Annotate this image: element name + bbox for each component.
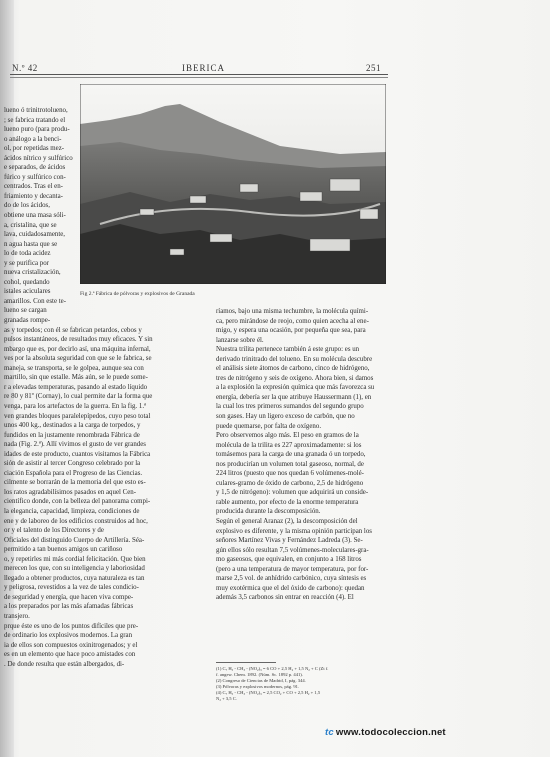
right-text-column: [216, 307, 388, 603]
text-line: el análisis siete átomos de carbono, cinco de hidrógeno,: [216, 365, 370, 373]
text-line: obtiene una masa sóli-: [4, 212, 66, 220]
text-line: ven grandes bloques paralelepípedos, cuyo peso total: [4, 412, 151, 420]
text-line: lava, cuidadosamente,: [4, 231, 66, 239]
text-line: rable aumento, por efecto de la enorme temperatura: [216, 498, 359, 506]
text-line: as y torpedos; con él se fabrican petardos, cebos y: [4, 326, 142, 334]
text-line: a los preparados por las más afamadas fábricas: [4, 603, 134, 611]
text-line: maneja, se transporta, se le golpea, aunque sea con: [4, 364, 144, 372]
journal-title: IBERICA: [182, 63, 225, 73]
footnote-line: N₂ + 3,5 C.: [216, 696, 237, 702]
text-line: y peligrosa, revestidos a la vez de tales condicio-: [4, 584, 139, 592]
text-line: ves por la absoluta seguridad con que se le fabrica, se: [4, 355, 152, 363]
tc-logo-icon: tc: [325, 727, 334, 738]
text-line: lueno puro (para produ-: [4, 126, 70, 134]
text-line: o análogo a la benci-: [4, 135, 62, 143]
text-line: nueva cristalización,: [4, 269, 61, 277]
text-line: derivado trinitrado del tolueno. En su molécula descubre: [216, 355, 373, 363]
text-line: cilmente se borrarán de la memoria del que esto es-: [4, 479, 146, 487]
text-line: ol, por repetidas mez-: [4, 145, 65, 153]
text-line: cohol, quedando: [4, 278, 50, 286]
text-line: y se purifica por: [4, 259, 49, 267]
text-line: ; se fabrica tratando el: [4, 116, 66, 124]
text-line: or y el talento de los Directores y de: [4, 527, 104, 535]
text-line: . De donde resulta que están albergados, di-: [4, 660, 125, 668]
text-line: tres de nitrógeno y seis de oxígeno. Ahora bien, si damos: [216, 374, 374, 382]
text-line: idades de este producto, cuantos visitamos la Fábrica: [4, 450, 151, 458]
watermark: [325, 727, 446, 738]
text-line: fúrico y sulfúrico con-: [4, 173, 66, 181]
text-line: muy exotérmica que el del óxido de carbono): quedan: [216, 584, 365, 592]
text-line: y 1,5 de nitrógeno): volumen que adquirirá un conside-: [216, 489, 369, 497]
text-line: señores Martínez Vivas y Fernández Ladreda (3). Se-: [216, 537, 363, 545]
text-line: mbargo que es, por decirlo así, una máquina infernal,: [4, 345, 151, 353]
text-line: 224 litros (puesto que nos quedan 6 volúmenes-molé-: [216, 470, 364, 478]
text-line: ácidos nítrico y sulfúrico: [4, 154, 73, 162]
text-line: fundidos en la justamente renombrada Fábrica de: [4, 431, 140, 439]
text-line: Oficiales del distinguido Cuerpo de Artillería. Séa-: [4, 536, 145, 544]
text-line: ene y de laboreo de los edificios construidos ad hoc,: [4, 517, 148, 525]
text-line: transjero.: [4, 612, 30, 620]
text-line: permitido a tan buenos amigos un cariñoso: [4, 546, 123, 554]
text-line: la cual los tres primeros sumandos del segundo grupo: [216, 403, 364, 411]
issue-number: N.º 42: [12, 63, 38, 73]
footnote-rule: [216, 662, 276, 663]
header-rule: [10, 74, 388, 75]
text-line: unos 400 kg., destinados a la carga de torpedos, y: [4, 422, 141, 430]
text-line: de seguridad y energía, que hacen viva compe-: [4, 593, 134, 601]
text-line: de ordinario los explosivos modernos. La gran: [4, 632, 133, 640]
text-line: puede quemarse, por falta de oxígeno.: [216, 422, 322, 430]
text-line: producida durante la descomposición.: [216, 508, 321, 516]
text-line: Según el general Aranaz (2), la descomposición del: [216, 518, 358, 526]
text-line: ia de ellos son compuestos oxinitrogenados; y el: [4, 641, 138, 649]
text-line: centrados. Tras el en-: [4, 183, 63, 191]
footnote-line: f. angew. Chem. 1892. (Núm. Sc. 1892 p. 441).: [216, 672, 303, 678]
text-line: marse 2,5 vol. de anhídrido carbónico, cuya síntesis es: [216, 575, 367, 583]
left-text-column: [4, 106, 200, 669]
text-line: a la explosión la expresión química que más favorezca su: [216, 384, 375, 392]
text-line: istales aciculares: [4, 288, 51, 296]
text-line: a, cristalina, que se: [4, 221, 57, 229]
text-line: es en un elemento que hace poco amistades con: [4, 651, 136, 659]
text-line: tomásemos para la carga de una granada ó un torpedo,: [216, 451, 366, 459]
text-line: sión de asistir al tercer Congreso celebrado por la: [4, 460, 141, 468]
text-line: venga, para los artefactos de la guerra. En la fig. 1.ª: [4, 402, 146, 410]
text-line: nos producirían un volumen total gaseoso, normal, de: [216, 460, 364, 468]
text-line: molécula de la trilita es 227 aproximadamente: si los: [216, 441, 362, 449]
text-line: do de los ácidos,: [4, 202, 50, 210]
text-line: lueno se cargan: [4, 307, 47, 315]
text-line: Nuestra trilita pertenece también á este grupo: es un: [216, 346, 360, 354]
text-line: amarillos. Con este te-: [4, 297, 66, 305]
text-line: los ratos agradabilísimos pasados en aquel Cen-: [4, 488, 137, 496]
text-line: pulsos instantáneos, de resultados muy eficaces. Y sin: [4, 336, 153, 344]
text-line: ciación Española para el Progreso de las Ciencias.: [4, 469, 143, 477]
text-line: gún ellos sólo resultan 7,5 volúmenes-moleculares-gra-: [216, 546, 369, 554]
text-line: nada (Fig. 2.ª). Allí vivimos el gusto de ver grandes: [4, 441, 146, 449]
watermark-site: www.todocoleccion.net: [335, 727, 446, 738]
text-line: científico donde, con la belleza del panorama compi-: [4, 498, 151, 506]
text-line: son gases. Hay un ligero exceso de carbón, que no: [216, 413, 355, 421]
footnote-line: (4) C₇ H₅ - CH₃ - (NO₂)₃ = 2,5 CO₂ + CO + 2,5 H₂ + 1,5: [216, 690, 321, 696]
figure-caption: Fig 2.ª Fábrica de pólvoras y explosivos de Granada: [80, 291, 195, 297]
text-line: lueno ó trinitrotolueno,: [4, 107, 68, 114]
page-number: 251: [366, 63, 381, 73]
text-line: n agua hasta que se: [4, 240, 58, 248]
text-line: (pero a una temperatura de mayor temperatura, por for-: [216, 565, 369, 573]
text-line: prque éste es uno de los puntos difíciles que pre-: [4, 622, 139, 630]
footnote-line: (2) Congreso de Ciencias de Madrid, I, pág. 344.: [216, 678, 306, 684]
text-line: la elegancia, capacidad, limpieza, condiciones de: [4, 507, 140, 515]
text-line: llegado a obtener productos, cuya naturaleza es tan: [4, 574, 145, 582]
footnote-line: (3) Pólvoras y explosivos modernos, pág. 91.: [216, 684, 300, 690]
text-line: merecen los que, con su inteligencia y laboriosidad: [4, 565, 145, 573]
footnotes: [216, 666, 388, 703]
text-line: re 80 y 81º (Cornay), lo cual permite dar la forma que: [4, 393, 153, 401]
text-line: ríamos, bajo una misma techumbre, la molécula quími-: [216, 308, 369, 315]
text-line: migo, y espera una ocasión, por pequeña que sea, para: [216, 327, 366, 335]
text-line: o, y repetirles mi más cordial felicitación. Que bien: [4, 555, 146, 563]
text-line: e separados, de ácidos: [4, 164, 66, 172]
text-line: mo gaseosos, que equivalen, en conjunto a 168 litros: [216, 556, 362, 564]
text-line: culares-gramo de óxido de carbono, 2,5 de hidrógeno: [216, 479, 364, 487]
text-line: martillo, sin que estalle. Más aún, se le puede some-: [4, 374, 148, 382]
text-line: r a elevadas temperaturas, pasando al estado líquido: [4, 383, 148, 391]
text-line: friamiento y decanta-: [4, 192, 63, 200]
text-line: Pero observemos algo más. El peso en gramos de la: [216, 432, 359, 440]
text-line: energía, debería ser la que atribuye Haussermann (1), en: [216, 393, 372, 401]
text-line: además 3,5 carbonos sin entrar en reacción (4). El: [216, 594, 354, 602]
text-line: lo de toda acidez: [4, 250, 51, 258]
header-rule-thin: [10, 77, 388, 78]
text-line: lanzarse sobre él.: [216, 336, 264, 344]
footnote-line: (1) C₇ H₅ - CH₃ - (NO₂)₃ = 6 CO + 2,5 H₂ + 1,5 N₂ + C (Zt f.: [216, 666, 329, 671]
text-line: explosivo es diferente, y la misma opinión participan los: [216, 527, 372, 535]
text-line: granadas rompe-: [4, 317, 51, 325]
text-line: ca, pero mirándose de reojo, como quien acecha al ene-: [216, 317, 369, 325]
